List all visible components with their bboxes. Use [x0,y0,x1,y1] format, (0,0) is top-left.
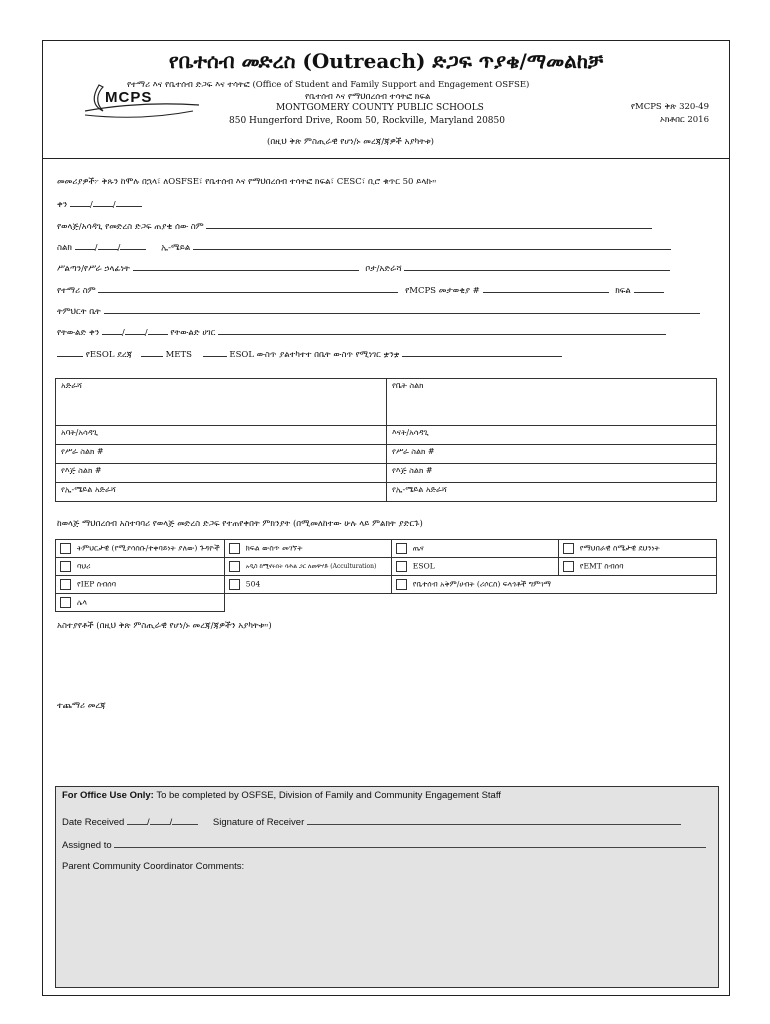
home-phone-cell[interactable] [387,379,717,426]
additional-info-label: ተጨማሪ መረጃ [57,701,106,711]
date-label: ቀን [57,200,68,210]
location-field[interactable] [404,261,670,271]
phone-label: ስልክ [57,243,72,253]
reason-esol[interactable]: ESOL [391,558,558,576]
office-heading-bold: For Office Use Only: [62,790,154,801]
form-header [43,41,729,159]
reason-attendance[interactable]: ክፍል ውስጥ መገኘት [224,540,391,558]
mcps-id-field[interactable] [483,283,609,293]
mother-label: እናት/አሳዳጊ [392,428,429,437]
grade-label: ክፍል [615,286,631,296]
work-phone-1-cell[interactable] [56,445,387,464]
checkbox-icon[interactable] [60,597,71,608]
home-language-field[interactable] [402,347,562,357]
district-name: MONTGOMERY COUNTY PUBLIC SCHOOLS [276,103,484,113]
checkbox-icon[interactable] [229,579,240,590]
reason-acculturation[interactable]: አዲስ ከሚኖሩበት ባሕል ጋር ለመዋሃድ (Acculturation) [224,558,391,576]
esol-level-label: የESOL ደረጃ [85,350,133,360]
birth-date-label: የትውልድ ቀን [57,328,100,338]
address-cell[interactable] [56,379,387,426]
phone-line-field[interactable] [120,240,146,250]
signature-field[interactable] [307,815,681,825]
office-use-box [55,786,719,988]
referrer-name-field[interactable] [206,219,652,229]
date-day-field[interactable] [93,197,113,207]
division-line: የቤተሰብ እና የማህበረሰብ ተሳትፎ ክፍል [305,92,431,102]
assigned-row [62,838,706,851]
student-name-label: የተማሪ ስም [57,286,96,296]
cell-2-cell[interactable] [387,464,717,483]
email-2-cell[interactable] [387,483,717,502]
form-number-block [631,101,709,127]
checkbox-icon[interactable] [396,579,407,590]
date-received-day-field[interactable] [150,815,170,825]
birth-row: የትውልድ ቀን / / የትውልድ ሀገር [57,325,666,338]
email-1-label: የኢ-ሜይል አድራሻ [61,485,116,494]
email-1-cell[interactable] [56,483,387,502]
form-number: የMCPS ቅጽ 320-49 [630,102,709,112]
reason-academic[interactable]: ትምህርታዊ (የሚያሳስቡ/ተቀባይነት ያለው) ጉዳዮች [56,540,225,558]
date-year-field[interactable] [116,197,142,207]
checkbox-icon[interactable] [563,543,574,554]
office-line: የተማሪ እና የቤተሰብ ድጋፍ እና ተሳትፎ (Office of Student and Family Support and Engagement OSFSE) [127,80,530,90]
email-field[interactable] [193,240,671,250]
work-phone-2-label: የሥራ ስልክ # [392,447,435,456]
assigned-label: Assigned to [62,840,112,851]
form-title: የቤተሰብ መድረስ (Outreach) ድጋፍ ጥያቄ/ማመልከቻ [168,49,604,73]
esol-row [57,347,562,360]
student-row [57,283,664,296]
checkbox-icon[interactable] [60,579,71,590]
esol-note-field[interactable] [203,347,227,357]
position-row [57,261,670,274]
referrer-row [57,219,652,232]
comments-label: አስተያየቶች (በዚህ ቅጽ ምስጢራዊ የሆነ/ኑ መረጃ/ጃዎችን አያካትቱ።) [57,621,272,631]
home-phone-label: የቤት ስልክ [392,381,424,390]
location-label: ቦታ/አድራሻ [365,264,402,274]
logo-text: MCPS [105,89,153,106]
form-frame [42,40,730,996]
birth-month-field[interactable] [102,325,122,335]
checkbox-icon[interactable] [563,561,574,572]
signature-label: Signature of Receiver [212,817,305,828]
assigned-field[interactable] [114,838,706,848]
date-row: ቀን / / [57,197,142,210]
mets-label: METS [165,350,192,360]
work-phone-2-cell[interactable] [387,445,717,464]
school-label: ትምህርት ቤት [57,307,101,317]
reason-other[interactable]: ሌላ [56,594,225,612]
office-heading-text: To be completed by OSFSE, Division of Family and Community Engagement Staff [156,790,501,801]
date-month-field[interactable] [70,197,90,207]
email-2-label: የኢ-ሜይል አድራሻ [392,485,447,494]
cell-1-cell[interactable] [56,464,387,483]
checkbox-icon[interactable] [60,543,71,554]
position-label: ሥልጣን/የሥራ ኃላፊነት [57,264,130,274]
checkbox-icon[interactable] [396,561,407,572]
mcps-id-label: የMCPS መታወቂያ # [405,286,480,296]
school-field[interactable] [104,304,700,314]
phone-email-row: ስልክ / / ኢ-ሜይል [57,240,671,253]
school-row [57,304,700,317]
coordinator-comments-label: Parent Community Coordinator Comments: [62,861,245,872]
reason-emt-meeting[interactable]: የEMT ስብሰባ [558,558,716,576]
reason-health[interactable]: ጤና [391,540,558,558]
date-received-row: Date Received / / Signature of Receiver [62,815,681,828]
cell-2-label: የእጅ ስልክ # [392,466,433,475]
office-heading [62,790,501,801]
phone-area-field[interactable] [75,240,95,250]
form-revision-date: ኦክቶበር 2016 [659,115,709,125]
date-received-label: Date Received [62,817,125,828]
grade-field[interactable] [634,283,664,293]
birth-country-field[interactable] [218,325,666,335]
esol-level-field[interactable] [57,347,83,357]
address-label: አድራሻ [61,381,82,390]
referrer-name-label: የወላጅ/አሳዳጊ የመድረስ ድጋፍ ጠያቂ ሰው ስም [57,222,204,232]
mother-cell[interactable] [387,426,717,445]
birth-country-label: የትውልድ ሀገር [170,328,216,338]
instructions: መመሪያዎች፦ ቅጹን ከሞሉ በኋላ፣ ለOSFSE፣ የቤተሰብ እና የማህበረሰብ ተሳትፎ ክፍል፣ CESC፣ ቢሮ ቁጥር 50 ይላኩ። [57,177,437,187]
reason-504[interactable]: 504 [224,576,391,594]
position-field[interactable] [133,261,359,271]
father-label: አባት/አሳዳጊ [61,428,98,437]
email-label: ኢ-ሜይል [161,243,191,253]
work-phone-1-label: የሥራ ስልክ # [61,447,104,456]
phone-prefix-field[interactable] [98,240,118,250]
reason-iep-meeting[interactable]: የIEP ስብሰባ [56,576,225,594]
cell-1-label: የእጅ ስልክ # [61,466,102,475]
checkbox-icon[interactable] [229,543,240,554]
contact-table [55,378,717,502]
reason-social-emotional[interactable]: የማህበራዊ ስሜታዊ ደህንነት [558,540,716,558]
date-received-year-field[interactable] [172,815,198,825]
student-name-field[interactable] [98,283,398,293]
mets-field[interactable] [141,347,163,357]
birth-year-field[interactable] [148,325,168,335]
reasons-table [55,539,717,612]
esol-note-label: ESOL ውስጥ ያልተካተተ በቤት ውስጥ የሚነገር ቋንቋ [229,350,400,360]
birth-day-field[interactable] [125,325,145,335]
reason-family-resources[interactable]: የቤተሰብ አቅም/ሀብት (ሪሶርስ) ፍላጎቶች ግምገማ [391,576,716,594]
checkbox-icon[interactable] [396,543,407,554]
reason-behavior[interactable]: ባህሪ [56,558,225,576]
checkbox-icon[interactable] [229,561,240,572]
reasons-heading: ከወላጅ ማህበረሰብ አስተባባሪ የወላጅ መድረስ ድጋፍ የተጠየቀበት ምክንያት (በሚመለከተው ሁሉ ላይ ምልክት ያድርጉ) [57,519,423,529]
district-address: 850 Hungerford Drive, Room 50, Rockville, Maryland 20850 [229,116,505,126]
checkbox-icon[interactable] [60,561,71,572]
confidential-note: (በዚህ ቅጽ ምስጢራዊ የሆነ/ኑ መረጃ/ጃዎች አያካትቱ) [267,137,434,147]
father-cell[interactable] [56,426,387,445]
date-received-month-field[interactable] [127,815,147,825]
